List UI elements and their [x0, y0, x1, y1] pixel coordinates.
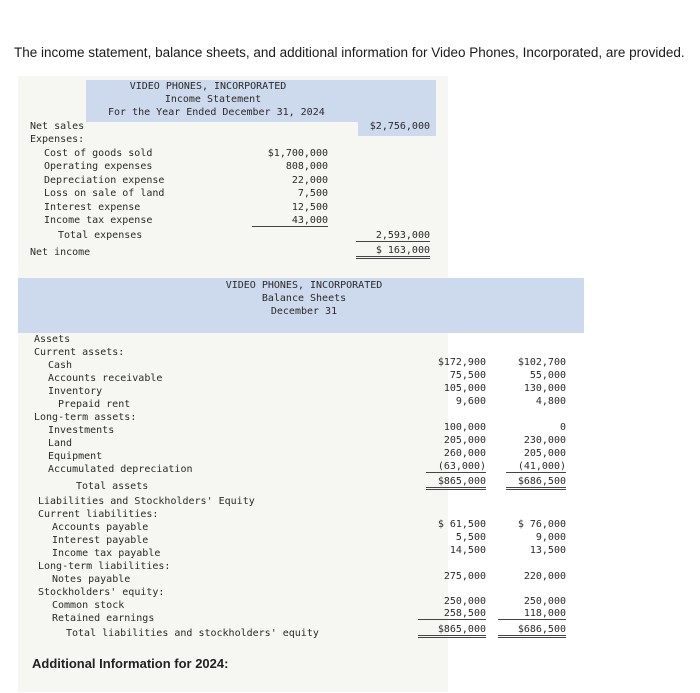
is-expense-value: 808,000	[285, 161, 328, 172]
is-net-sales-value: $2,756,000	[369, 121, 430, 132]
is-expense-value: $1,700,000	[267, 148, 328, 159]
is-expense-label: Cost of goods sold	[44, 148, 153, 159]
bs-value-2023: 13,500	[529, 545, 566, 556]
bs-date: December 31	[270, 306, 338, 317]
bs-value-2023: 118,000	[498, 608, 566, 620]
financial-statements-image	[18, 76, 448, 692]
bs-title: Balance Sheets	[261, 293, 347, 304]
is-total-expenses-value: 2,593,000	[356, 230, 430, 242]
bs-value-2023: 220,000	[523, 571, 566, 582]
bs-row-label: Investments	[48, 425, 115, 436]
bs-total-assets-2023: $686,500	[506, 476, 566, 490]
bs-total-liab-equity-label: Total liabilities and stockholders' equity	[66, 628, 319, 639]
bs-equity-label: Stockholders' equity:	[38, 587, 165, 598]
bs-row-label: Inventory	[48, 386, 103, 397]
bs-value-2024: 14,500	[449, 545, 486, 556]
bs-row-label: Interest payable	[52, 535, 149, 546]
is-expense-label: Income tax expense	[44, 215, 153, 226]
bs-company: VIDEO PHONES, INCORPORATED	[225, 280, 383, 291]
balance-sheet-values-band	[436, 278, 584, 333]
bs-row-label: Accumulated depreciation	[48, 464, 193, 475]
bs-row-label: Land	[48, 438, 73, 449]
bs-long-term-assets-label: Long-term assets:	[34, 412, 137, 423]
bs-value-2023: 205,000	[523, 448, 566, 459]
is-net-income-value: $ 163,000	[356, 245, 430, 259]
bs-value-2024: $ 61,500	[437, 519, 486, 530]
bs-value-2023: 55,000	[529, 370, 566, 381]
bs-total-assets-label: Total assets	[76, 481, 149, 492]
bs-value-2024: 205,000	[443, 435, 486, 446]
is-period: For the Year Ended December 31, 2024	[108, 107, 325, 118]
bs-row-label: Equipment	[48, 451, 103, 462]
is-expense-label: Operating expenses	[44, 161, 153, 172]
bs-value-2024: 250,000	[443, 596, 486, 607]
bs-value-2023: 4,800	[535, 396, 566, 407]
bs-assets-label: Assets	[34, 334, 71, 345]
is-expense-value: 43,000	[252, 215, 328, 227]
bs-value-2024: 100,000	[443, 422, 486, 433]
bs-current-liabilities-label: Current liabilities:	[38, 509, 159, 520]
bs-value-2024: 9,600	[455, 396, 486, 407]
bs-row-label: Accounts receivable	[48, 373, 163, 384]
is-expense-label: Depreciation expense	[44, 175, 165, 186]
bs-value-2023: $ 76,000	[517, 519, 566, 530]
is-net-sales-label: Net sales	[30, 121, 85, 132]
intro-text: The income statement, balance sheets, and additional information for Video Phones, Incorporated, are provided.	[14, 45, 685, 60]
is-company: VIDEO PHONES, INCORPORATED	[129, 81, 287, 92]
bs-value-2023: 0	[559, 422, 566, 433]
bs-value-2024: (63,000)	[426, 461, 486, 473]
is-expense-label: Interest expense	[44, 202, 141, 213]
bs-value-2023: $102,700	[517, 357, 566, 368]
bs-value-2024: 75,500	[449, 370, 486, 381]
bs-value-2023: (41,000)	[506, 461, 566, 473]
bs-row-label: Accounts payable	[52, 522, 149, 533]
bs-current-assets-label: Current assets:	[34, 347, 125, 358]
bs-total-liab-equity-2024: $865,000	[418, 624, 486, 638]
bs-value-2024: 105,000	[443, 383, 486, 394]
is-expense-value: 22,000	[291, 175, 328, 186]
is-expense-label: Loss on sale of land	[44, 188, 165, 199]
bs-value-2023: 230,000	[523, 435, 566, 446]
is-total-expenses-label: Total expenses	[58, 230, 143, 241]
bs-value-2023: 9,000	[535, 532, 566, 543]
is-title: Income Statement	[164, 94, 262, 105]
bs-row-label: Notes payable	[52, 574, 131, 585]
bs-value-2024: 258,500	[418, 608, 486, 620]
bs-total-liab-equity-2023: $686,500	[498, 624, 566, 638]
bs-row-label: Retained earnings	[52, 613, 155, 624]
bs-value-2023: 250,000	[523, 596, 566, 607]
bs-value-2023: 130,000	[523, 383, 566, 394]
bs-long-term-liabilities-label: Long-term liabilities:	[38, 561, 171, 572]
bs-liab-equity-label: Liabilities and Stockholders' Equity	[38, 496, 255, 507]
bs-value-2024: $172,900	[437, 357, 486, 368]
bs-total-assets-2024: $865,000	[426, 476, 486, 490]
bs-value-2024: 260,000	[443, 448, 486, 459]
is-expense-value: 12,500	[291, 202, 328, 213]
is-net-income-label: Net income	[30, 247, 91, 258]
bs-row-label: Cash	[48, 360, 73, 371]
bs-value-2024: 5,500	[455, 532, 486, 543]
bs-value-2024: 275,000	[443, 571, 486, 582]
is-expenses-label: Expenses:	[30, 134, 85, 145]
bs-row-label: Income tax payable	[52, 548, 161, 559]
bs-row-label: Common stock	[52, 600, 125, 611]
is-expense-value: 7,500	[297, 188, 328, 199]
additional-info-heading: Additional Information for 2024:	[32, 656, 229, 671]
bs-row-label: Prepaid rent	[58, 399, 131, 410]
